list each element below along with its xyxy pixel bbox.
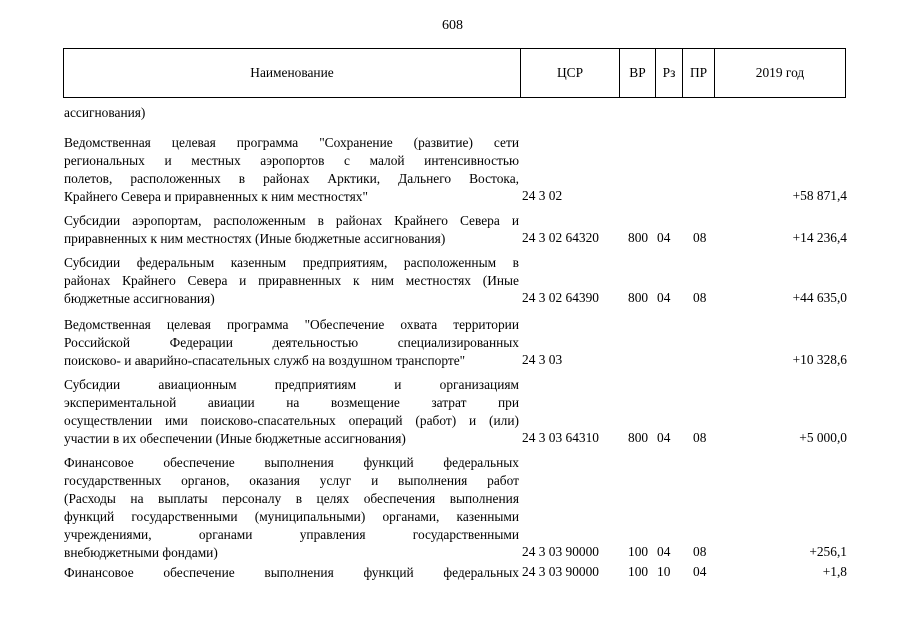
- row-pr: 08: [693, 230, 707, 245]
- row-rz: 04: [657, 430, 671, 445]
- row-name-line: осуществлении ими поисково-спасательных операций (работ) и (или): [64, 413, 519, 428]
- row-vr: 100: [628, 564, 649, 579]
- row-name: [64, 454, 519, 562]
- row-amount: +14 236,4: [792, 230, 847, 245]
- row-csr: 24 3 03 90000: [522, 544, 599, 559]
- row-name-line: поисково- и аварийно-спасательных служб на воздушном транспорте": [64, 353, 466, 368]
- row-amount: +256,1: [809, 544, 847, 559]
- row-amount: +1,8: [822, 564, 847, 579]
- page-number: 608: [442, 18, 463, 33]
- row-pr: 08: [693, 290, 707, 305]
- row-name-line: Финансовое обеспечение выполнения функций федеральных: [64, 565, 519, 580]
- row-name-line: учреждениями, органами управления государственными: [64, 527, 519, 542]
- row-name-line: полетов, расположенных в районах Арктики, Дальнего Востока,: [64, 171, 519, 186]
- row-name-line: внебюджетными фондами): [64, 545, 218, 560]
- row-name-line: Ведомственная целевая программа "Сохранение (развитие) сети: [64, 135, 519, 150]
- row-vr: 800: [628, 430, 649, 445]
- row-name: [64, 376, 519, 448]
- row-name-line: приравненных к ним местностях (Иные бюджетные ассигнования): [64, 231, 446, 246]
- row-name-line: экспериментальной авиации на возмещение затрат при: [64, 395, 519, 410]
- row-name: [64, 316, 519, 370]
- row-name-line: Российской Федерации деятельностью специализированных: [64, 335, 519, 350]
- row-vr: 800: [628, 230, 649, 245]
- row-csr: 24 3 03 64310: [522, 430, 599, 445]
- row-rz: 10: [657, 564, 671, 579]
- row-amount: +44 635,0: [792, 290, 847, 305]
- row-amount: +10 328,6: [792, 352, 847, 367]
- header-rz: Рз: [656, 49, 683, 97]
- row-name: [64, 212, 519, 248]
- row-csr: 24 3 03 90000: [522, 564, 599, 579]
- row-pr: 08: [693, 544, 707, 559]
- row-vr: 800: [628, 290, 649, 305]
- header-vr: ВР: [620, 49, 656, 97]
- row-name-line: функций государственными (муниципальными) органами, казенными: [64, 509, 519, 524]
- row-name-line: районах Крайнего Севера и приравненных к ним местностях (Иные: [64, 273, 519, 288]
- row-name: [64, 104, 519, 122]
- row-name-line: бюджетные ассигнования): [64, 291, 215, 306]
- row-name-line: Субсидии авиационным предприятиям и организациям: [64, 377, 519, 392]
- row-rz: 04: [657, 544, 671, 559]
- row-csr: 24 3 02 64320: [522, 230, 599, 245]
- row-name-line: региональных и местных аэропортов с малой интенсивностью: [64, 153, 519, 168]
- row-pr: 04: [693, 564, 707, 579]
- row-name: [64, 254, 519, 308]
- row-name-line: Ведомственная целевая программа "Обеспечение охвата территории: [64, 317, 519, 332]
- row-vr: 100: [628, 544, 649, 559]
- row-amount: +5 000,0: [799, 430, 847, 445]
- row-name-line: Субсидии аэропортам, расположенным в районах Крайнего Севера и: [64, 213, 519, 228]
- row-csr: 24 3 02: [522, 188, 563, 203]
- row-csr: 24 3 02 64390: [522, 290, 599, 305]
- row-name: [64, 134, 519, 206]
- row-name: [64, 564, 519, 582]
- row-pr: 08: [693, 430, 707, 445]
- row-name-line: Финансовое обеспечение выполнения функций федеральных: [64, 455, 519, 470]
- header-csr: ЦСР: [521, 49, 620, 97]
- row-name-line: ассигнования): [64, 105, 146, 120]
- row-name-line: Крайнего Севера и приравненных к ним местностях": [64, 189, 368, 204]
- row-name-line: (Расходы на выплаты персоналу в целях обеспечения выполнения: [64, 491, 519, 506]
- row-amount: +58 871,4: [792, 188, 847, 203]
- header-name: Наименование: [64, 49, 521, 97]
- row-name-line: Субсидии федеральным казенным предприятиям, расположенным в: [64, 255, 519, 270]
- row-csr: 24 3 03: [522, 352, 563, 367]
- header-year: 2019 год: [755, 65, 805, 80]
- header-pr: ПР: [683, 49, 715, 97]
- row-rz: 04: [657, 290, 671, 305]
- row-name-line: государственных органов, оказания услуг и выполнения работ: [64, 473, 519, 488]
- row-name-line: участии в их обеспечении (Иные бюджетные ассигнования): [64, 431, 406, 446]
- row-rz: 04: [657, 230, 671, 245]
